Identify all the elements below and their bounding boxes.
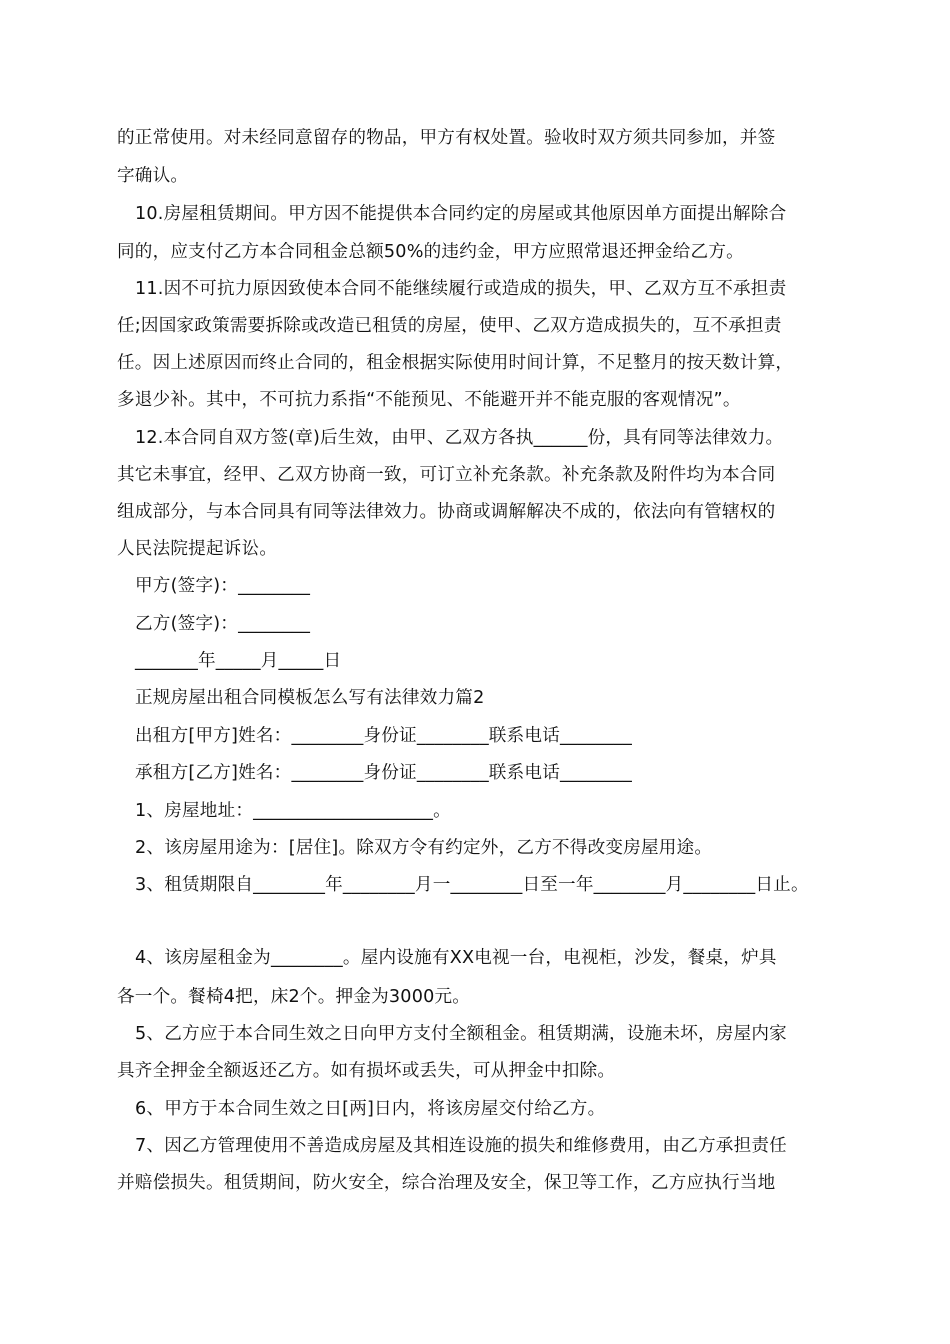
text-line: 并赔偿损失。租赁期间，防火安全，综合治理及安全，保卫等工作，乙方应执行当地 (117, 1173, 776, 1193)
section-heading: 正规房屋出租合同模板怎么写有法律效力篇2 (135, 688, 485, 708)
text-line: 的正常使用。对未经同意留存的物品，甲方有权处置。验收时双方须共同参加，并签 (117, 128, 776, 148)
text-line: 具齐全押金全额返还乙方。如有损坏或丢失，可从押金中扣除。 (117, 1061, 616, 1081)
text-line: 5、乙方应于本合同生效之日向甲方支付全额租金。租赁期满，设施未坏，房屋内家 (135, 1024, 787, 1044)
text-line: 1、房屋地址：____________________。 (135, 801, 451, 821)
text-line: 12.本合同自双方签(章)后生效，由甲、乙双方各执______份，具有同等法律效力。 (135, 428, 784, 448)
signature-line-party-a: 甲方(签字)：________ (135, 576, 311, 596)
text-line: 各一个。餐椅4把，床2个。押金为3000元。 (117, 987, 471, 1007)
text-line: 多退少补。其中，不可抗力系指“不能预见、不能避开并不能克服的客观情况”。 (117, 390, 741, 410)
text-line: 其它未事宜，经甲、乙双方协商一致，可订立补充条款。补充条款及附件均为本合同 (117, 465, 776, 485)
date-line: _______年_____月_____日 (135, 651, 342, 671)
text-line: 6、甲方于本合同生效之日[两]日内，将该房屋交付给乙方。 (135, 1099, 606, 1119)
text-line: 组成部分，与本合同具有同等法律效力。协商或调解解决不成的，依法向有管辖权的 (117, 502, 776, 522)
signature-line-party-b: 乙方(签字)：________ (135, 614, 311, 634)
text-line: 4、该房屋租金为________。屋内设施有XX电视一台，电视柜，沙发，餐桌，炉具 (135, 948, 777, 968)
text-line: 10.房屋租赁期间。甲方因不能提供本合同约定的房屋或其他原因单方面提出解除合 (135, 204, 787, 224)
text-line: 7、因乙方管理使用不善造成房屋及其相连设施的损失和维修费用，由乙方承担责任 (135, 1136, 787, 1156)
text-line: 承租方[乙方]姓名：________身份证________联系电话________ (135, 763, 632, 783)
text-line: 11.因不可抗力原因致使本合同不能继续履行或造成的损失，甲、乙双方互不承担责 (135, 279, 787, 299)
text-line: 2、该房屋用途为：[居住]。除双方令有约定外，乙方不得改变房屋用途。 (135, 838, 713, 858)
text-line: 出租方[甲方]姓名：________身份证________联系电话________ (135, 726, 632, 746)
text-line: 3、租赁期限自________年________月一________日至一年________月________日止。 (135, 875, 809, 895)
text-line: 人民法院提起诉讼。 (117, 539, 278, 559)
text-line: 任;因国家政策需要拆除或改造已租赁的房屋，使甲、乙双方造成损失的，互不承担责 (117, 316, 782, 336)
text-line: 任。因上述原因而终止合同的，租金根据实际使用时间计算，不足整月的按天数计算， (117, 353, 794, 373)
text-line: 字确认。 (117, 166, 189, 186)
text-line: 同的，应支付乙方本合同租金总额50%的违约金，甲方应照常退还押金给乙方。 (117, 242, 744, 262)
